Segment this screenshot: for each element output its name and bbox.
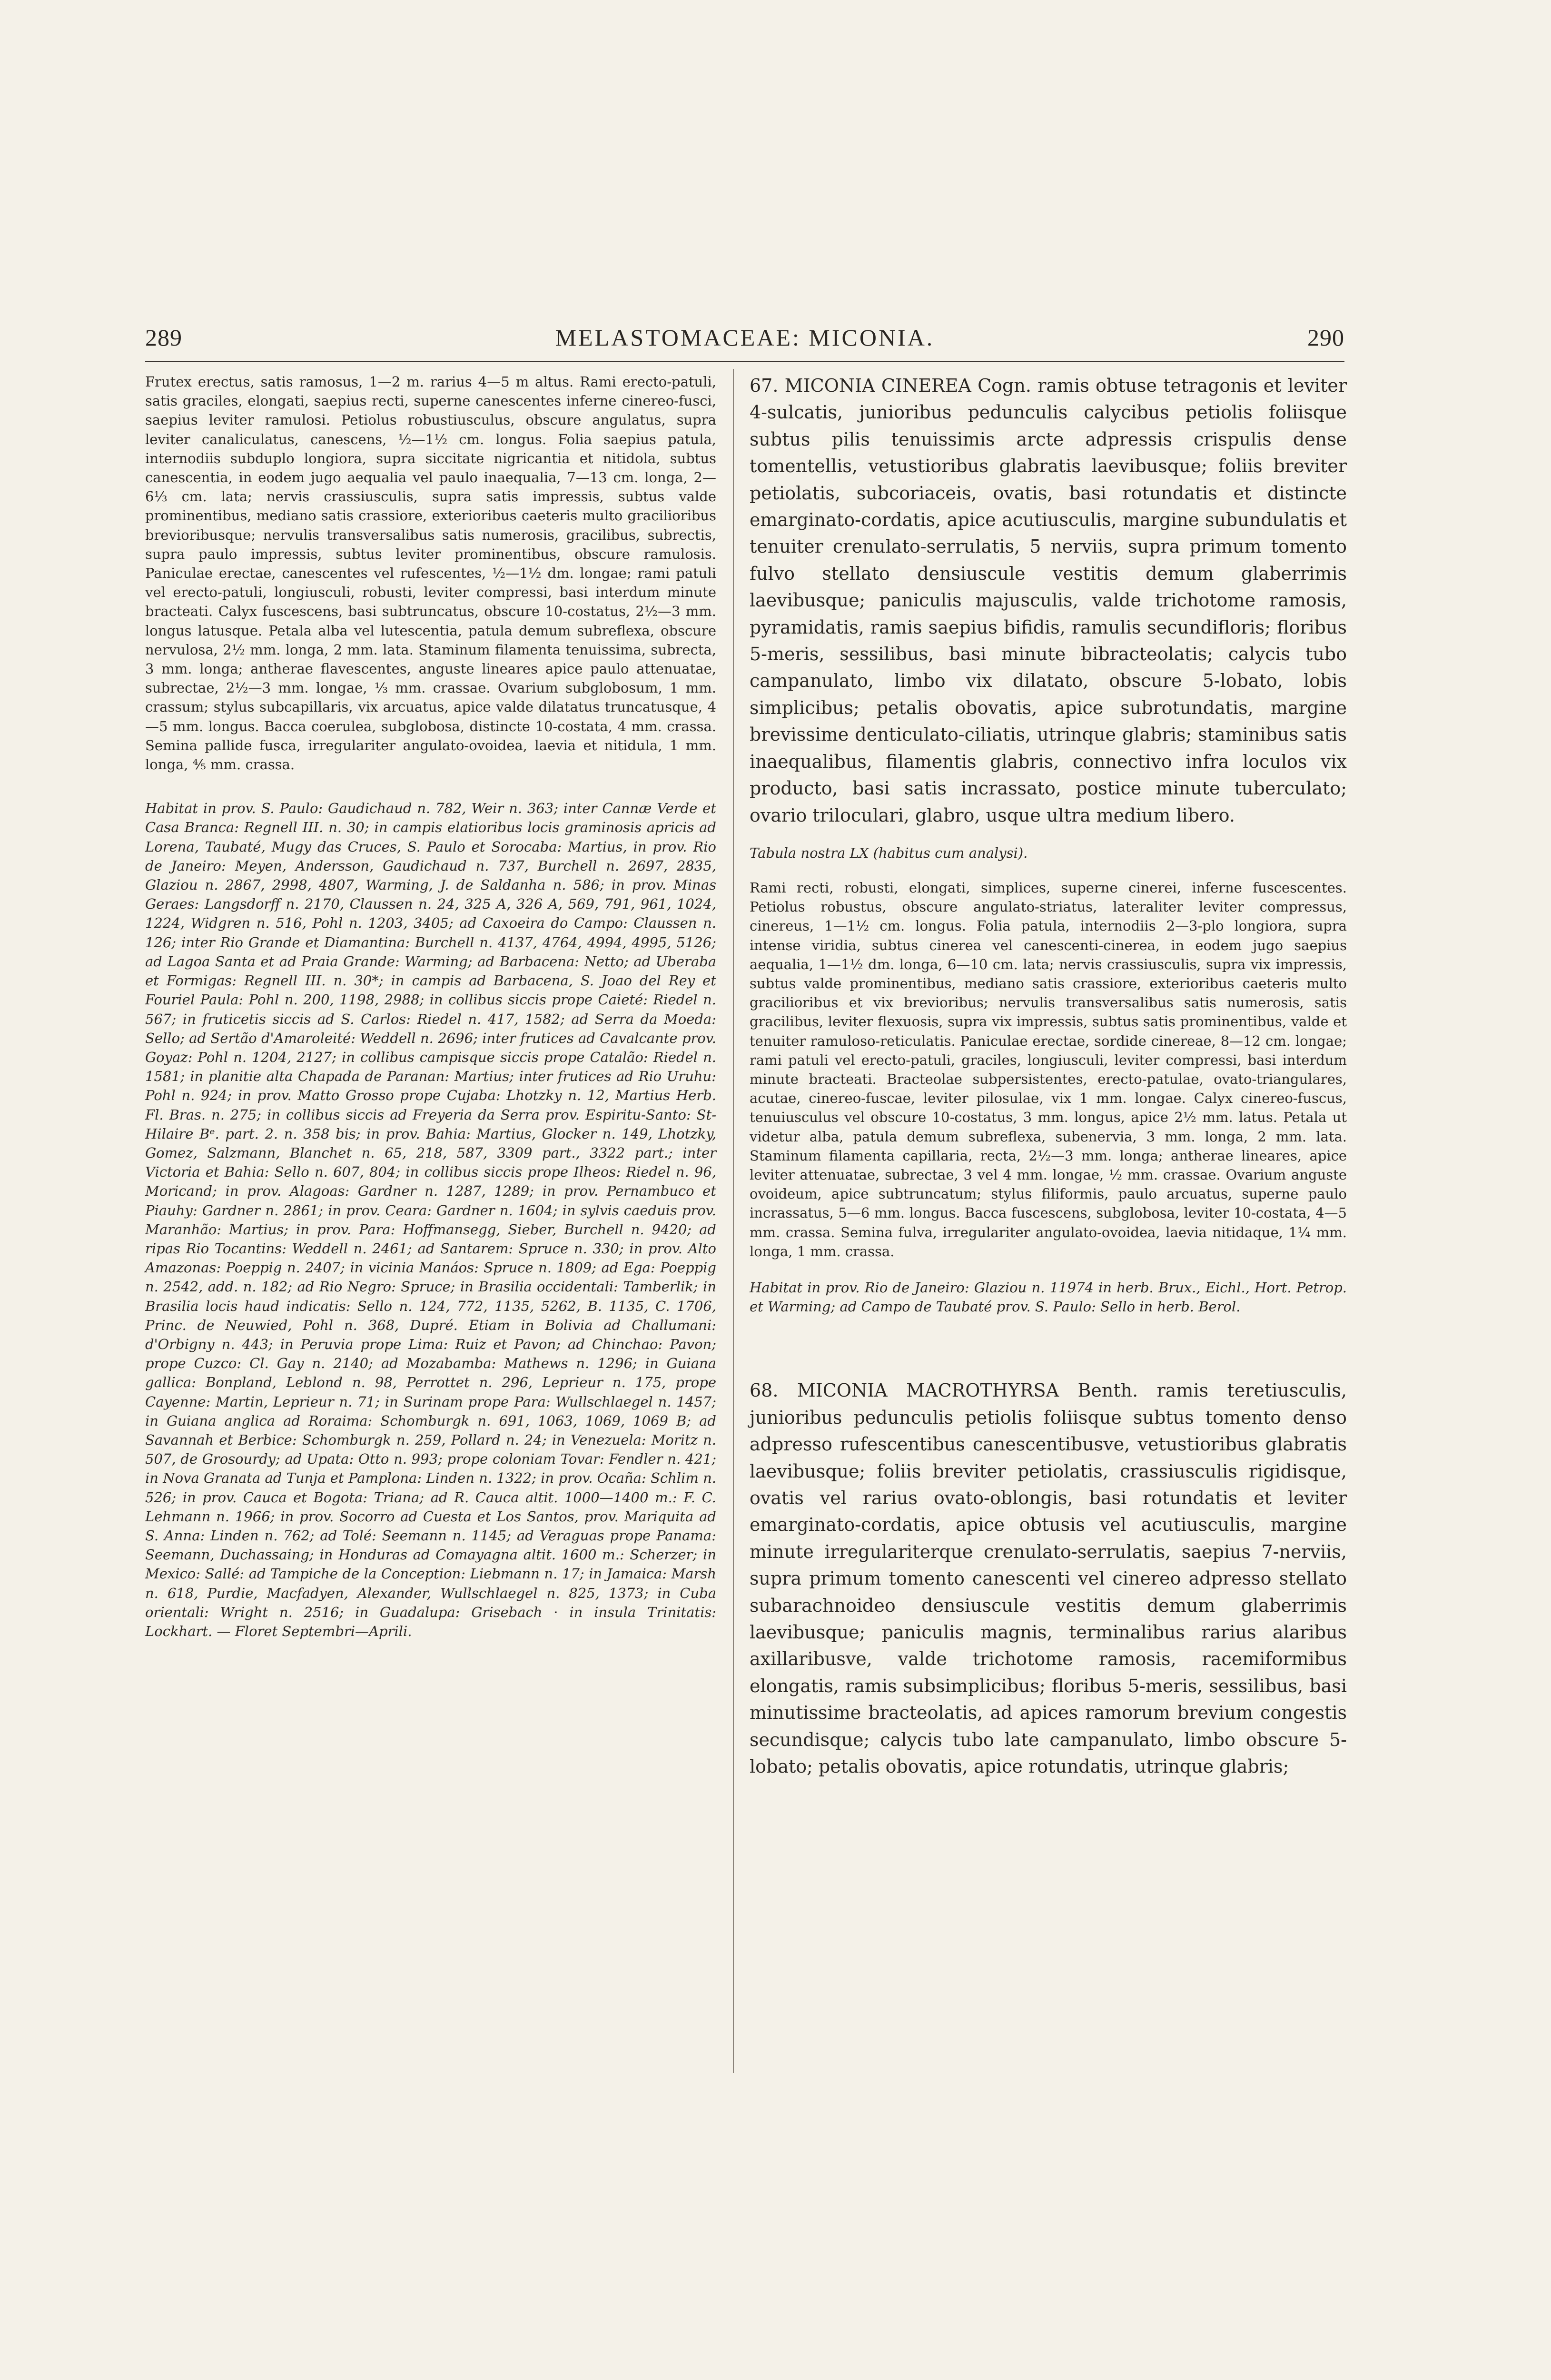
column-divider	[733, 369, 734, 2073]
species-68-diagnosis: 68. MICONIA MACROTHYRSA Benth. ramis teretiusculis, junioribus pedunculis petiolis foliisque subtus tomento denso adpresso rufescentibus canescentibusve, vetustioribus glabratis laevibusque; foliis breviter petiolatis, crassiusculis rigidisque, ovatis vel rarius ovato-oblongis, basi rotundatis et leviter emarginato-cordatis, apice obtusis vel acutiusculis, margine minute irregulariterque crenulato-serrulatis, saepius 7-nerviis, supra primum tomento canescenti vel cinereo adpresso stellato subarachnoideo densiuscule vestitis demum glaberrimis laevibusque; paniculis magnis, terminalibus rarius alaribus axillaribusve, valde trichotome ramosis, racemiformibus elongatis, ramis subsimplicibus; floribus 5-meris, sessilibus, basi minutissime bracteolatis, ad apices ramorum brevium congestis secundisque; calycis tubo late campanulato, limbo obscure 5-lobato; petalis obovatis, apice rotundatis, utrinque glabris;	[750, 1380, 1347, 1777]
species-description-continued: Frutex erectus, satis ramosus, 1—2 m. rarius 4—5 m altus. Rami erecto-patuli, satis graciles, elongati, saepius recti, superne canescentes inferne cinereo-fusci, saepius leviter ramulosi. Petiolus robustiusculus, obscure angulatus, supra leviter canaliculatus, canescens, ½—1½ cm. longus. Folia saepius patula, internodiis subduplo longiora, supra siccitate nigricantia et nitidola, subtus canescentia, in eodem jugo aequalia vel paulo inaequalia, 7—13 cm. longa, 2—6⅓ cm. lata; nervis crassiusculis, supra satis impressis, subtus valde prominentibus, mediano satis crassiore, exterioribus caeteris multo gracilioribus brevioribusque; nervulis transversalibus satis numerosis, gracilibus, subrectis, supra paulo impressis, subtus leviter prominentibus, obscure ramulosis. Paniculae erectae, canescentes vel rufescentes, ½—1½ dm. longae; rami patuli vel erecto-patuli, longiusculi, robusti, leviter compressi, basi interdum minute bracteati. Calyx fuscescens, basi subtruncatus, obscure 10-costatus, 2½—3 mm. longus latusque. Petala alba vel lutescentia, patula demum subreflexa, obscure nervulosa, 2½ mm. longa, 2 mm. lata. Staminum filamenta tenuissima, subrecta, 3 mm. longa; antherae flavescentes, anguste lineares apice paulo attenuatae, subrectae, 2½—3 mm. longae, ⅓ mm. crassae. Ovarium subglobosum, 1 mm. crassum; stylus subcapillaris, vix arcuatus, apice valde dilatatus truncatusque, 4—5 mm. longus. Bacca coerulea, subglobosa, distincte 10-costata, 4 mm. crassa. Semina pallide fusca, irregulariter angulato-ovoidea, laevia et nitidula, 1 mm. longa, ⅘ mm. crassa.	[145, 374, 716, 773]
species-67-habitat: Habitat in prov. Rio de Janeiro: Glaziou n. 11974 in herb. Brux., Eichl., Hort. Petrop. et Warming; ad Campo de Taubaté prov. S. Paulo: Sello in herb. Berol.	[750, 1279, 1347, 1315]
header-rule	[145, 361, 1344, 362]
page-number-left: 289	[145, 324, 182, 351]
running-title: MELASTOMACEAE: MICONIA.	[555, 324, 935, 351]
species-67-description: Rami recti, robusti, elongati, simplices, superne cinerei, inferne fuscescentes. Petiolus robustus, obscure angulato-striatus, lateraliter leviter compressus, cinereus, 1—1½ cm. longus. Folia patula, internodiis 2—3-plo longiora, supra intense viridia, subtus cinerea vel canescenti-cinerea, in eodem jugo saepius aequalia, 1—1½ dm. longa, 6—10 cm. lata; nervis crassiusculis, supra vix impressis, subtus valde prominentibus, mediano satis crassiore, exterioribus caeteris multo gracilioribus et vix brevioribus; nervulis transversalibus satis numerosis, satis gracilibus, leviter flexuosis, supra vix impressis, subtus satis prominentibus, valde et tenuiter ramuloso-reticulatis. Paniculae erectae, sordide cinereae, 8—12 cm. longae; rami patuli vel erecto-patuli, graciles, longiusculi, leviter compressi, basi interdum minute bracteati. Bracteolae subpersistentes, erecto-patulae, ovato-triangulares, acutae, cinereo-fuscae, leviter pilosulae, vix 1 mm. longae. Calyx cinereo-fuscus, tenuiusculus vel obscure 10-costatus, 3 mm. longus, apice 2½ mm. latus. Petala ut videtur alba, patula demum subreflexa, subenervia, 3 mm. longa, 2 mm. lata. Staminum filamenta capillaria, recta, 2½—3 mm. longa; antherae lineares, apice leviter attenuatae, subrectae, 3 vel 4 mm. longae, ½ mm. crassae. Ovarium anguste ovoideum, apice subtruncatum; stylus filiformis, paulo arcuatus, superne paulo incrassatus, 5—6 mm. longus. Bacca fuscescens, subglobosa, leviter 10-costata, 4—5 mm. crassa. Semina fulva, irregulariter angulato-ovoidea, laevia nitidaque, 1¼ mm. longa, 1 mm. crassa.	[750, 879, 1347, 1259]
species-67-plate-reference: Tabula nostra LX (habitus cum analysi).	[750, 844, 1028, 861]
page-number-right: 290	[1307, 324, 1344, 351]
running-header	[145, 324, 1344, 357]
species-67-diagnosis: 67. MICONIA CINEREA Cogn. ramis obtuse tetragonis et leviter 4-sulcatis, junioribus pedunculis calycibus petiolis foliisque subtus pilis tenuissimis arcte adpressis crispulis dense tomentellis, vetustioribus glabratis laevibusque; foliis breviter petiolatis, subcoriaceis, ovatis, basi rotundatis et distincte emarginato-cordatis, apice acutiusculis, margine subundulatis et tenuiter crenulato-serrulatis, 5 nerviis, supra primum tomento fulvo stellato densiuscule vestitis demum glaberrimis laevibusque; paniculis majusculis, valde trichotome ramosis, pyramidatis, ramis saepius bifidis, ramulis secundifloris; floribus 5-meris, sessilibus, basi minute bibracteolatis; calycis tubo campanulato, limbo vix dilatato, obscure 5-lobato, lobis simplicibus; petalis obovatis, apice subrotundatis, margine brevissime denticulato-ciliatis, utrinque glabris; staminibus satis inaequalibus, filamentis glabris, connectivo infra loculos vix producto, basi satis incrassato, postice minute tuberculato; ovario triloculari, glabro, usque ultra medium libero.	[750, 375, 1347, 826]
right-column	[750, 372, 1347, 1780]
left-column	[145, 372, 716, 1641]
habitat-paragraph: Habitat in prov. S. Paulo: Gaudichaud n. 782, Weir n. 363; inter Cannæ Verde et Casa Branca: Regnell III. n. 30; in campis elatioribus locis graminosis apricis ad Lorena, Taubaté, Mugy das Cruces, S. Paulo et Sorocaba: Martius, in prov. Rio de Janeiro: Meyen, Andersson, Gaudichaud n. 737, Burchell n. 2697, 2835, Glaziou n. 2867, 2998, 4807, Warming, J. de Saldanha n. 586; in prov. Minas Geraes: Langsdorff n. 2170, Claussen n. 24, 325 A, 326 A, 569, 791, 961, 1024, 1224, Widgren n. 516, Pohl n. 1203, 3405; ad Caxoeira do Campo: Claussen n. 126; inter Rio Grande et Diamantina: Burchell n. 4137, 4764, 4994, 4995, 5126; ad Lagoa Santa et ad Praia Grande: Warming; ad Barbacena: Netto; ad Uberaba et Formigas: Regnell III. n. 30*; in campis ad Barbacena, S. Joao del Rey et Fouriel Paula: Pohl n. 200, 1198, 2988; in collibus siccis prope Caieté: Riedel n. 567; in fruticetis siccis ad S. Carlos: Riedel n. 417, 1582; ad Serra da Moeda: Sello; ad Sertão d'Amaroleité: Weddell n. 2696; inter frutices ad Cavalcante prov. Goyaz: Pohl n. 1204, 2127; in collibus campisque siccis prope Catalão: Riedel n. 1581; in planitie alta Chapada de Paranan: Martius; inter frutices ad Rio Uruhu: Pohl n. 924; in prov. Matto Grosso prope Cujaba: Lhotzky n. 12, Martius Herb. Fl. Bras. n. 275; in collibus siccis ad Freyeria da Serra prov. Espiritu-Santo: St-Hilaire Bᵉ. part. 2. n. 358 bis; in prov. Bahia: Martius, Glocker n. 149, Lhotzky, Gomez, Salzmann, Blanchet n. 65, 218, 587, 3309 part., 3322 part.; inter Victoria et Bahia: Sello n. 607, 804; in collibus siccis prope Ilheos: Riedel n. 96, Moricand; in prov. Alagoas: Gardner n. 1287, 1289; in prov. Pernambuco et Piauhy: Gardner n. 2861; in prov. Ceara: Gardner n. 1604; in sylvis caeduis prov. Maranhão: Martius; in prov. Para: Hoffmansegg, Sieber, Burchell n. 9420; ad ripas Rio Tocantins: Weddell n. 2461; ad Santarem: Spruce n. 330; in prov. Alto Amazonas: Poeppig n. 2407; in vicinia Manáos: Spruce n. 1809; ad Ega: Poeppig n. 2542, add. n. 182; ad Rio Negro: Spruce; in Brasilia occidentali: Tamberlik; in Brasilia locis haud indicatis: Sello n. 124, 772, 1135, 5262, B. 1135, C. 1706, Princ. de Neuwied, Pohl n. 368, Dupré. Etiam in Bolivia ad Challumani: d'Orbigny n. 443; in Peruvia prope Lima: Ruiz et Pavon; ad Chinchao: Pavon; prope Cuzco: Cl. Gay n. 2140; ad Mozabamba: Mathews n. 1296; in Guiana gallica: Bonpland, Leblond n. 98, Perrottet n. 296, Leprieur n. 175, prope Cayenne: Martin, Leprieur n. 71; in Surinam prope Para: Wullschlaegel n. 1457; in Guiana anglica ad Roraima: Schomburgk n. 691, 1063, 1069, 1069 B; ad Savannah et Berbice: Schomburgk n. 259, Pollard n. 24; in Venezuela: Moritz n. 507, de Grosourdy; ad Upata: Otto n. 993; prope coloniam Tovar: Fendler n. 421; in Nova Granata ad Tunja et Pamplona: Linden n. 1322; in prov. Ocaña: Schlim n. 526; in prov. Cauca et Bogota: Triana; ad R. Cauca altit. 1000—1400 m.: F. C. Lehmann n. 1966; in prov. Socorro ad Cuesta et Los Santos, prov. Mariquita ad S. Anna: Linden n. 762; ad Tolé: Seemann n. 1145; ad Veraguas prope Panama: Seemann, Duchassaing; in Honduras ad Comayagna altit. 1600 m.: Scherzer; in Mexico: Sallé: ad Tampiche de la Conception: Liebmann n. 17; in Jamaica: Marsh n. 618, Purdie, Macfadyen, Alexander, Wullschlaegel n. 825, 1373; in Cuba orientali: Wright n. 2516; in Guadalupa: Grisebach · in insula Trinitatis: Lockhart. — Floret Septembri—Aprili.	[145, 800, 716, 1639]
